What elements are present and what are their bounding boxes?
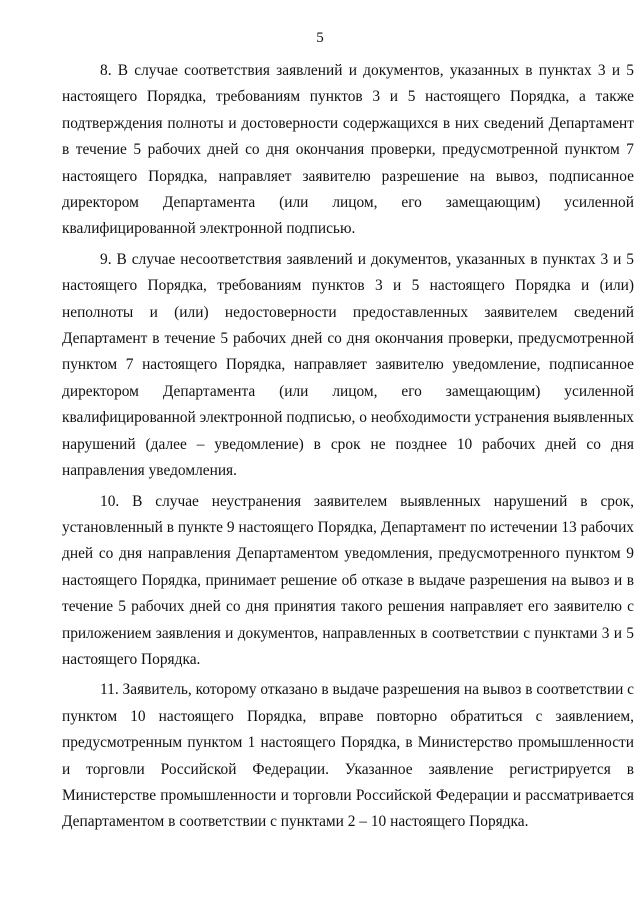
- page-number: 5: [316, 30, 324, 46]
- paragraph-10: 10. В случае неустранения заявителем выявленных нарушений в срок, установленный в пункте 9 настоящего Порядка, Департамент по истечении 13 рабочих дней со дня направления Департаментом уведомления, предусмотренного пунктом 9 настоящего Порядка, принимает решение об отказе в выдаче разрешения на вывоз и в течение 5 рабочих дней со дня принятия такого решения направляет его заявителю с приложением заявления и документов, направленных в соответствии с пунктами 3 и 5 настоящего Порядка.: [62, 492, 634, 668]
- paragraph-11: 11. Заявитель, которому отказано в выдаче разрешения на вывоз в соответствии с пунктом 10 настоящего Порядка, вправе повторно обратиться с заявлением, предусмотренным пунктом 1 настоящего Порядка, в Министерство промышленности и торговли Российской Федерации. Указанное заявление регистрируется в Министерстве промышленности и торговли Российской Федерации и рассматривается Департаментом в соответствии с пунктами 2 – 10 настоящего Порядка.: [62, 681, 634, 831]
- paragraph-8: 8. В случае соответствия заявлений и документов, указанных в пунктах 3 и 5 настоящего Порядка, требованиям пунктов 3 и 5 настоящего Порядка, а также подтверждения полноты и достоверности содержащихся в них сведений Департамент в течение 5 рабочих дней со дня окончания проверки, предусмотренной пунктом 7 настоящего Порядка, направляет заявителю разрешение на вывоз, подписанное директором Департамента (или лицом, его замещающим) усиленной квалифицированной электронной подписью.: [62, 62, 634, 238]
- paragraph-9: 9. В случае несоответствия заявлений и документов, указанных в пунктах 3 и 5 настоящего Порядка, требованиям пунктов 3 и 5 настоящего Порядка и (или) неполноты и (или) недостоверности предоставленных заявителем сведений Департамент в течение 5 рабочих дней со дня окончания проверки, предусмотренной пунктом 7 настоящего Порядка, направляет заявителю уведомление, подписанное директором Департамента (или лицом, его замещающим) усиленной квалифицированной электронной подписью, о необходимости устранения выявленных нарушений (далее – уведомление) в срок не позднее 10 рабочих дней со дня направления уведомления.: [62, 250, 634, 480]
- document-body: [62, 58, 634, 840]
